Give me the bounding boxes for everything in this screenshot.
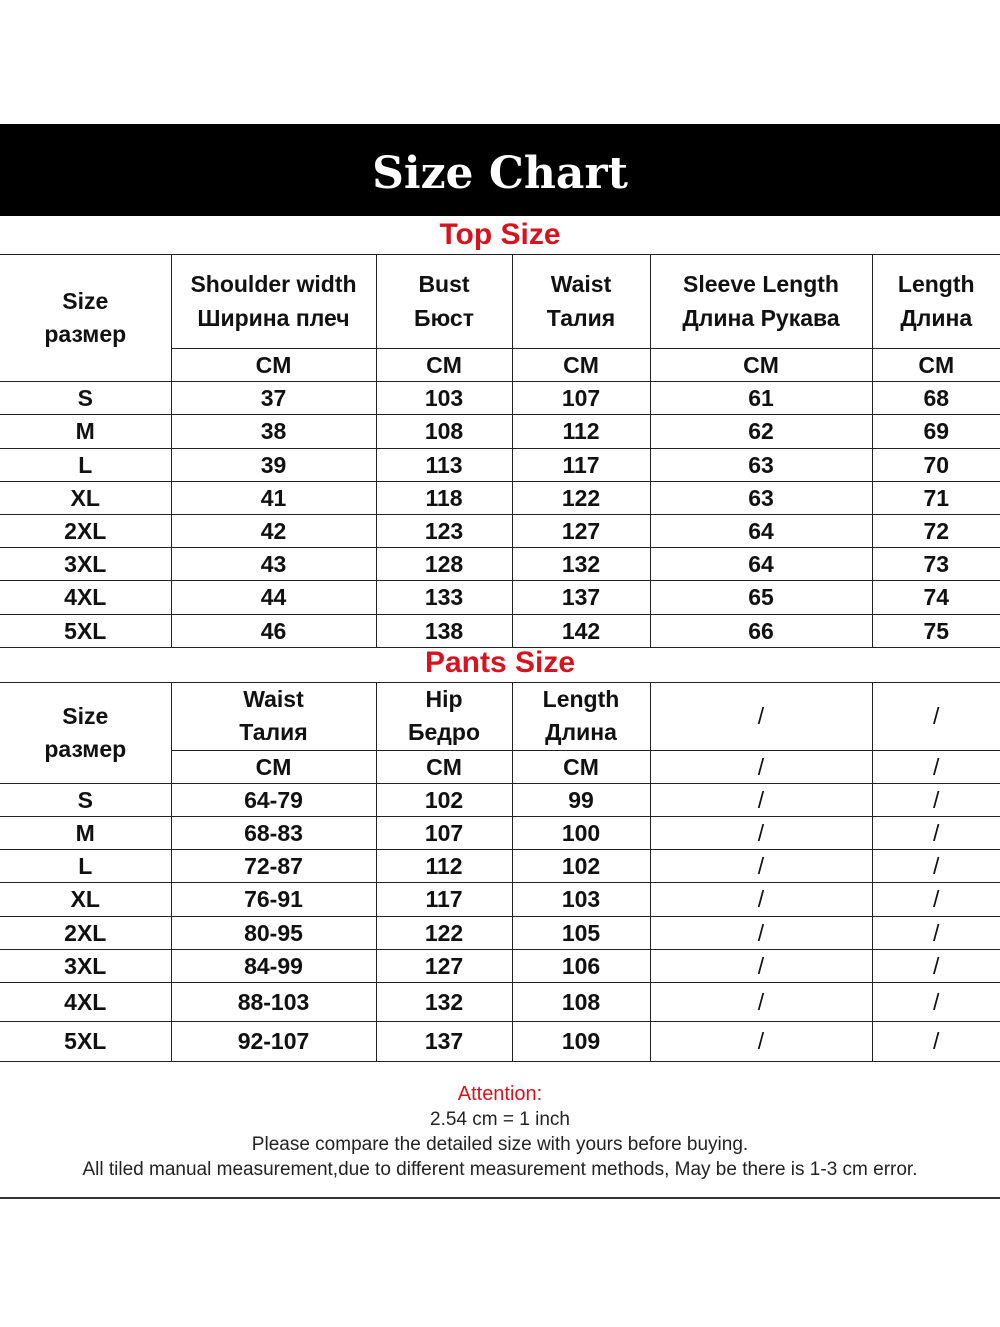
value-cell: / bbox=[872, 916, 1000, 949]
value-cell: 63 bbox=[650, 481, 872, 514]
size-header-label: Size bbox=[62, 702, 109, 729]
value-cell: 64-79 bbox=[171, 783, 376, 816]
table-row bbox=[0, 983, 1000, 1022]
pants-column-header bbox=[171, 683, 376, 751]
value-cell: 132 bbox=[376, 983, 512, 1022]
pants-column-header bbox=[376, 683, 512, 751]
top-column-header bbox=[512, 255, 650, 349]
value-cell: 84-99 bbox=[171, 949, 376, 982]
value-cell: 74 bbox=[872, 581, 1000, 614]
value-cell: / bbox=[872, 783, 1000, 816]
size-cell: 5XL bbox=[0, 614, 171, 647]
column-header-en: Waist bbox=[243, 686, 304, 712]
value-cell: 38 bbox=[171, 415, 376, 448]
value-cell: 69 bbox=[872, 415, 1000, 448]
value-cell: 109 bbox=[512, 1022, 650, 1062]
value-cell: 64 bbox=[650, 514, 872, 547]
value-cell: 122 bbox=[512, 481, 650, 514]
value-cell: 46 bbox=[171, 614, 376, 647]
top-column-header bbox=[872, 255, 1000, 349]
unit-cell: CM bbox=[872, 349, 1000, 382]
pants-column-header bbox=[872, 683, 1000, 751]
size-cell: S bbox=[0, 783, 171, 816]
top-column-header bbox=[171, 255, 376, 349]
pants-size-header bbox=[0, 683, 171, 784]
value-cell: 133 bbox=[376, 581, 512, 614]
column-header-en: Bust bbox=[418, 271, 470, 298]
value-cell: 142 bbox=[512, 614, 650, 647]
table-row bbox=[0, 1022, 1000, 1062]
value-cell: / bbox=[650, 817, 872, 850]
size-cell: S bbox=[0, 382, 171, 415]
value-cell: 37 bbox=[171, 382, 376, 415]
column-header-ru: Талия bbox=[239, 719, 308, 746]
value-cell: 62 bbox=[650, 415, 872, 448]
conversion-note: 2.54 cm = 1 inch bbox=[430, 1109, 570, 1130]
unit-cell: CM bbox=[171, 349, 376, 382]
value-cell: 65 bbox=[650, 581, 872, 614]
value-cell: / bbox=[872, 1022, 1000, 1062]
size-cell: M bbox=[0, 415, 171, 448]
column-header-en: / bbox=[757, 702, 765, 729]
value-cell: / bbox=[872, 850, 1000, 883]
column-header-ru: Длина Рукава bbox=[682, 304, 840, 331]
value-cell: 92-107 bbox=[171, 1022, 376, 1062]
column-header-en: Sleeve Length bbox=[683, 271, 839, 298]
top-column-header bbox=[376, 255, 512, 349]
unit-cell: CM bbox=[512, 349, 650, 382]
size-cell: XL bbox=[0, 883, 171, 916]
page-title: Size Chart bbox=[372, 148, 628, 199]
value-cell: 107 bbox=[512, 382, 650, 415]
value-cell: 41 bbox=[171, 481, 376, 514]
column-header-ru: Длина bbox=[900, 304, 973, 331]
table-row bbox=[0, 817, 1000, 850]
table-row bbox=[0, 448, 1000, 481]
value-cell: 127 bbox=[376, 949, 512, 982]
bottom-divider bbox=[0, 1197, 1000, 1199]
value-cell: 99 bbox=[512, 783, 650, 816]
column-header-en: Shoulder width bbox=[190, 271, 357, 298]
unit-cell: CM bbox=[171, 750, 376, 783]
size-cell: L bbox=[0, 850, 171, 883]
value-cell: 117 bbox=[512, 448, 650, 481]
value-cell: / bbox=[650, 1022, 872, 1062]
pants-size-title: Pants Size bbox=[424, 646, 576, 679]
value-cell: 72 bbox=[872, 514, 1000, 547]
value-cell: / bbox=[650, 883, 872, 916]
size-header-label: Size bbox=[62, 287, 109, 314]
size-cell: 5XL bbox=[0, 1022, 171, 1062]
value-cell: 106 bbox=[512, 949, 650, 982]
value-cell: 61 bbox=[650, 382, 872, 415]
size-header-label: размер bbox=[44, 321, 127, 348]
value-cell: 108 bbox=[512, 983, 650, 1022]
value-cell: 128 bbox=[376, 548, 512, 581]
value-cell: 68 bbox=[872, 382, 1000, 415]
value-cell: 102 bbox=[376, 783, 512, 816]
size-cell: L bbox=[0, 448, 171, 481]
size-cell: M bbox=[0, 817, 171, 850]
table-row bbox=[0, 382, 1000, 415]
unit-cell: CM bbox=[376, 349, 512, 382]
top-size-header bbox=[0, 255, 171, 382]
value-cell: 122 bbox=[376, 916, 512, 949]
size-header-label: размер bbox=[44, 735, 127, 762]
value-cell: 132 bbox=[512, 548, 650, 581]
value-cell: / bbox=[872, 983, 1000, 1022]
attention-label: Attention: bbox=[457, 1083, 543, 1105]
table-row bbox=[0, 514, 1000, 547]
value-cell: 75 bbox=[872, 614, 1000, 647]
value-cell: 103 bbox=[512, 883, 650, 916]
table-row bbox=[0, 949, 1000, 982]
table-row bbox=[0, 581, 1000, 614]
value-cell: / bbox=[650, 916, 872, 949]
pants-column-header bbox=[650, 683, 872, 751]
value-cell: 64 bbox=[650, 548, 872, 581]
value-cell: 127 bbox=[512, 514, 650, 547]
value-cell: / bbox=[872, 817, 1000, 850]
value-cell: / bbox=[872, 883, 1000, 916]
value-cell: 107 bbox=[376, 817, 512, 850]
value-cell: 44 bbox=[171, 581, 376, 614]
size-cell: 2XL bbox=[0, 514, 171, 547]
size-cell: 4XL bbox=[0, 581, 171, 614]
value-cell: 118 bbox=[376, 481, 512, 514]
table-row bbox=[0, 415, 1000, 448]
value-cell: 42 bbox=[171, 514, 376, 547]
table-row bbox=[0, 481, 1000, 514]
value-cell: 137 bbox=[376, 1022, 512, 1062]
unit-cell: CM bbox=[512, 750, 650, 783]
size-cell: 4XL bbox=[0, 983, 171, 1022]
pants-column-header bbox=[512, 683, 650, 751]
unit-cell: / bbox=[650, 750, 872, 783]
size-cell: 2XL bbox=[0, 916, 171, 949]
table-row bbox=[0, 783, 1000, 816]
column-header-ru: Талия bbox=[546, 304, 616, 331]
table-row bbox=[0, 916, 1000, 949]
pants-header-row bbox=[0, 683, 1000, 751]
value-cell: 66 bbox=[650, 614, 872, 647]
value-cell: 71 bbox=[872, 481, 1000, 514]
table-row bbox=[0, 850, 1000, 883]
value-cell: 100 bbox=[512, 817, 650, 850]
value-cell: 72-87 bbox=[171, 850, 376, 883]
value-cell: 112 bbox=[376, 850, 512, 883]
value-cell: 105 bbox=[512, 916, 650, 949]
unit-cell: CM bbox=[650, 349, 872, 382]
top-column-header bbox=[650, 255, 872, 349]
value-cell: / bbox=[872, 949, 1000, 982]
top-size-table bbox=[0, 254, 1000, 648]
table-row bbox=[0, 883, 1000, 916]
compare-note: Please compare the detailed size with yours before buying. bbox=[251, 1134, 749, 1155]
value-cell: 43 bbox=[171, 548, 376, 581]
column-header-ru: Ширина плеч bbox=[197, 304, 350, 331]
top-size-title: Top Size bbox=[439, 218, 561, 251]
size-cell: XL bbox=[0, 481, 171, 514]
value-cell: 113 bbox=[376, 448, 512, 481]
size-cell: 3XL bbox=[0, 949, 171, 982]
value-cell: 70 bbox=[872, 448, 1000, 481]
value-cell: 73 bbox=[872, 548, 1000, 581]
value-cell: 103 bbox=[376, 382, 512, 415]
column-header-en: Length bbox=[897, 271, 975, 298]
column-header-ru: Бюст bbox=[414, 304, 474, 331]
column-header-ru: Бедро bbox=[407, 719, 481, 746]
value-cell: 137 bbox=[512, 581, 650, 614]
error-note: All tiled manual measurement,due to different measurement methods, May be there is 1-3 cm error. bbox=[82, 1159, 918, 1180]
value-cell: 108 bbox=[376, 415, 512, 448]
value-cell: 63 bbox=[650, 448, 872, 481]
value-cell: 112 bbox=[512, 415, 650, 448]
value-cell: 138 bbox=[376, 614, 512, 647]
value-cell: 102 bbox=[512, 850, 650, 883]
value-cell: 39 bbox=[171, 448, 376, 481]
value-cell: 123 bbox=[376, 514, 512, 547]
unit-cell: / bbox=[872, 750, 1000, 783]
top-header-row bbox=[0, 255, 1000, 349]
value-cell: 80-95 bbox=[171, 916, 376, 949]
value-cell: / bbox=[650, 783, 872, 816]
value-cell: 68-83 bbox=[171, 817, 376, 850]
unit-cell: CM bbox=[376, 750, 512, 783]
value-cell: / bbox=[650, 949, 872, 982]
pants-size-table bbox=[0, 682, 1000, 1062]
value-cell: / bbox=[650, 850, 872, 883]
value-cell: 76-91 bbox=[171, 883, 376, 916]
size-cell: 3XL bbox=[0, 548, 171, 581]
column-header-en: Waist bbox=[550, 271, 612, 298]
table-row bbox=[0, 614, 1000, 647]
column-header-en: Length bbox=[542, 686, 620, 712]
value-cell: 88-103 bbox=[171, 983, 376, 1022]
table-row bbox=[0, 548, 1000, 581]
value-cell: / bbox=[650, 983, 872, 1022]
value-cell: 117 bbox=[376, 883, 512, 916]
column-header-en: / bbox=[933, 702, 940, 729]
column-header-ru: Длина bbox=[545, 719, 617, 746]
column-header-en: Hip bbox=[425, 686, 463, 712]
